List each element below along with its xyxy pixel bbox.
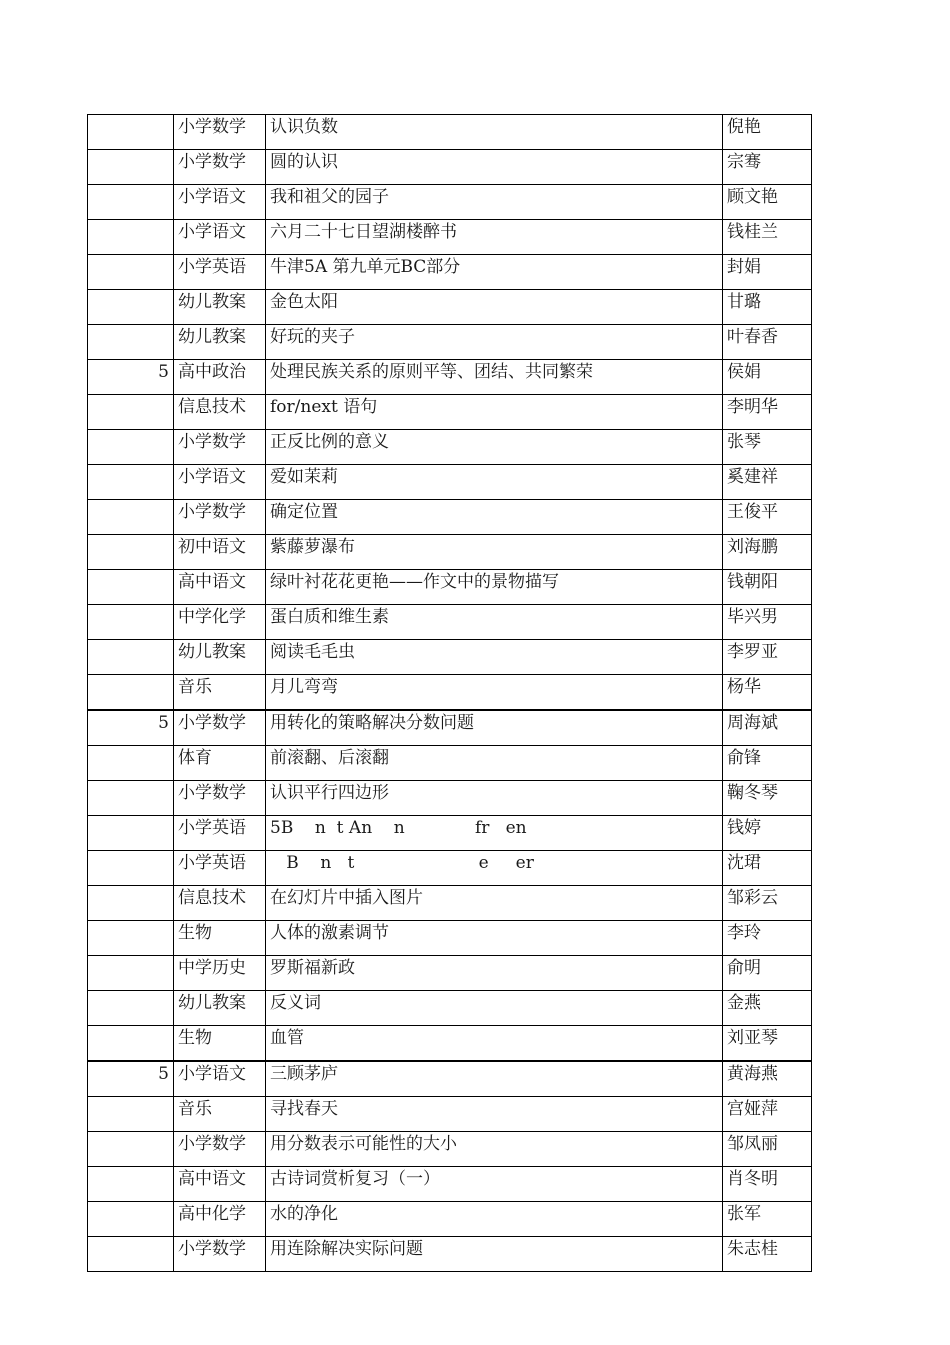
table-row	[88, 570, 812, 605]
lesson-title-cell: 月儿弯弯	[266, 675, 723, 711]
teacher-cell: 宫娅萍	[723, 1097, 812, 1132]
subject-cell: 小学英语	[174, 851, 266, 886]
row-number-cell	[88, 1132, 174, 1167]
teacher-cell: 封娟	[723, 255, 812, 290]
teacher-cell: 叶春香	[723, 325, 812, 360]
lesson-title-cell: 阅读毛毛虫	[266, 640, 723, 675]
teacher-cell: 宗骞	[723, 150, 812, 185]
lesson-title-cell: 六月二十七日望湖楼醉书	[266, 220, 723, 255]
subject-cell: 小学英语	[174, 255, 266, 290]
teacher-cell: 俞锋	[723, 746, 812, 781]
row-number-cell	[88, 956, 174, 991]
table-row	[88, 255, 812, 290]
lesson-title-cell: 认识负数	[266, 115, 723, 150]
lesson-title-cell: 确定位置	[266, 500, 723, 535]
subject-cell: 中学历史	[174, 956, 266, 991]
teacher-cell: 毕兴男	[723, 605, 812, 640]
lesson-title-cell: 用连除解决实际问题	[266, 1237, 723, 1272]
teacher-cell: 金燕	[723, 991, 812, 1026]
subject-cell: 小学数学	[174, 430, 266, 465]
lesson-title-cell: 蛋白质和维生素	[266, 605, 723, 640]
row-number-cell	[88, 991, 174, 1026]
row-number-cell	[88, 430, 174, 465]
row-number-cell	[88, 395, 174, 430]
teacher-cell: 沈珺	[723, 851, 812, 886]
table-row	[88, 605, 812, 640]
teacher-cell: 钱婷	[723, 816, 812, 851]
teacher-cell: 钱朝阳	[723, 570, 812, 605]
subject-cell: 高中语文	[174, 570, 266, 605]
teacher-cell: 杨华	[723, 675, 812, 711]
teacher-cell: 邹彩云	[723, 886, 812, 921]
lesson-title-cell: 古诗词赏析复习（一）	[266, 1167, 723, 1202]
teacher-cell: 俞明	[723, 956, 812, 991]
row-number-cell	[88, 290, 174, 325]
lesson-title-cell: 紫藤萝瀑布	[266, 535, 723, 570]
lesson-title-cell: 血管	[266, 1026, 723, 1062]
teacher-cell: 张琴	[723, 430, 812, 465]
subject-cell: 信息技术	[174, 395, 266, 430]
lesson-table-body	[88, 115, 812, 1272]
subject-cell: 体育	[174, 746, 266, 781]
table-row	[88, 465, 812, 500]
teacher-cell: 邹凤丽	[723, 1132, 812, 1167]
table-row	[88, 185, 812, 220]
subject-cell: 小学数学	[174, 500, 266, 535]
table-row	[88, 325, 812, 360]
row-number-cell	[88, 781, 174, 816]
subject-cell: 生物	[174, 921, 266, 956]
subject-cell: 小学数学	[174, 710, 266, 746]
teacher-cell: 倪艳	[723, 115, 812, 150]
teacher-cell: 李明华	[723, 395, 812, 430]
table-row	[88, 220, 812, 255]
lesson-table-sheet	[87, 114, 809, 1272]
table-row	[88, 1097, 812, 1132]
subject-cell: 小学英语	[174, 816, 266, 851]
subject-cell: 音乐	[174, 675, 266, 711]
table-row	[88, 991, 812, 1026]
table-row	[88, 746, 812, 781]
table-row	[88, 675, 812, 711]
lesson-title-cell: 处理民族关系的原则平等、团结、共同繁荣	[266, 360, 723, 395]
subject-cell: 信息技术	[174, 886, 266, 921]
subject-cell: 小学语文	[174, 220, 266, 255]
lesson-title-cell: 5B n t An n fr en	[266, 816, 723, 851]
row-number-cell	[88, 605, 174, 640]
subject-cell: 生物	[174, 1026, 266, 1062]
lesson-title-cell: 三顾茅庐	[266, 1061, 723, 1097]
lesson-title-cell: 用分数表示可能性的大小	[266, 1132, 723, 1167]
table-row	[88, 115, 812, 150]
subject-cell: 小学数学	[174, 115, 266, 150]
lesson-title-cell: 反义词	[266, 991, 723, 1026]
table-row	[88, 535, 812, 570]
teacher-cell: 刘亚琴	[723, 1026, 812, 1062]
teacher-cell: 李罗亚	[723, 640, 812, 675]
subject-cell: 高中语文	[174, 1167, 266, 1202]
table-row	[88, 500, 812, 535]
row-number-cell	[88, 816, 174, 851]
table-row	[88, 886, 812, 921]
row-number-cell	[88, 746, 174, 781]
lesson-title-cell: 人体的激素调节	[266, 921, 723, 956]
table-row	[88, 1026, 812, 1062]
row-number-cell	[88, 150, 174, 185]
row-number-cell	[88, 1202, 174, 1237]
table-row	[88, 1132, 812, 1167]
teacher-cell: 甘璐	[723, 290, 812, 325]
row-number-cell: 5	[88, 1061, 174, 1097]
table-row	[88, 395, 812, 430]
lesson-title-cell: 水的净化	[266, 1202, 723, 1237]
subject-cell: 高中政治	[174, 360, 266, 395]
teacher-cell: 王俊平	[723, 500, 812, 535]
table-row	[88, 360, 812, 395]
row-number-cell	[88, 675, 174, 711]
table-row	[88, 1167, 812, 1202]
teacher-cell: 奚建祥	[723, 465, 812, 500]
row-number-cell: 5	[88, 710, 174, 746]
teacher-cell: 李玲	[723, 921, 812, 956]
lesson-title-cell: 罗斯福新政	[266, 956, 723, 991]
teacher-cell: 刘海鹏	[723, 535, 812, 570]
row-number-cell	[88, 115, 174, 150]
teacher-cell: 黄海燕	[723, 1061, 812, 1097]
lesson-title-cell: 牛津5A 第九单元BC部分	[266, 255, 723, 290]
row-number-cell	[88, 465, 174, 500]
table-row	[88, 921, 812, 956]
table-row	[88, 1061, 812, 1097]
subject-cell: 小学数学	[174, 150, 266, 185]
subject-cell: 小学数学	[174, 1237, 266, 1272]
table-row	[88, 781, 812, 816]
lesson-title-cell: 好玩的夹子	[266, 325, 723, 360]
teacher-cell: 鞠冬琴	[723, 781, 812, 816]
subject-cell: 音乐	[174, 1097, 266, 1132]
lesson-table	[87, 114, 812, 1272]
teacher-cell: 侯娟	[723, 360, 812, 395]
teacher-cell: 周海斌	[723, 710, 812, 746]
lesson-title-cell: 前滚翻、后滚翻	[266, 746, 723, 781]
subject-cell: 小学语文	[174, 465, 266, 500]
lesson-title-cell: 寻找春天	[266, 1097, 723, 1132]
row-number-cell: 5	[88, 360, 174, 395]
teacher-cell: 张军	[723, 1202, 812, 1237]
lesson-title-cell: 在幻灯片中插入图片	[266, 886, 723, 921]
row-number-cell	[88, 1097, 174, 1132]
row-number-cell	[88, 851, 174, 886]
teacher-cell: 顾文艳	[723, 185, 812, 220]
table-row	[88, 956, 812, 991]
lesson-title-cell: B n t e er	[266, 851, 723, 886]
lesson-title-cell: 金色太阳	[266, 290, 723, 325]
lesson-title-cell: 正反比例的意义	[266, 430, 723, 465]
teacher-cell: 朱志桂	[723, 1237, 812, 1272]
table-row	[88, 1202, 812, 1237]
subject-cell: 小学语文	[174, 185, 266, 220]
lesson-title-cell: 圆的认识	[266, 150, 723, 185]
table-row	[88, 851, 812, 886]
lesson-title-cell: for/next 语句	[266, 395, 723, 430]
lesson-title-cell: 爱如茉莉	[266, 465, 723, 500]
table-row	[88, 290, 812, 325]
row-number-cell	[88, 640, 174, 675]
row-number-cell	[88, 921, 174, 956]
subject-cell: 幼儿教案	[174, 325, 266, 360]
table-row	[88, 816, 812, 851]
subject-cell: 幼儿教案	[174, 640, 266, 675]
table-row	[88, 430, 812, 465]
subject-cell: 小学数学	[174, 781, 266, 816]
subject-cell: 初中语文	[174, 535, 266, 570]
subject-cell: 小学数学	[174, 1132, 266, 1167]
row-number-cell	[88, 185, 174, 220]
row-number-cell	[88, 1237, 174, 1272]
table-row	[88, 1237, 812, 1272]
teacher-cell: 钱桂兰	[723, 220, 812, 255]
row-number-cell	[88, 535, 174, 570]
row-number-cell	[88, 1026, 174, 1062]
row-number-cell	[88, 886, 174, 921]
subject-cell: 小学语文	[174, 1061, 266, 1097]
lesson-title-cell: 绿叶衬花花更艳——作文中的景物描写	[266, 570, 723, 605]
lesson-title-cell: 认识平行四边形	[266, 781, 723, 816]
subject-cell: 高中化学	[174, 1202, 266, 1237]
table-row	[88, 640, 812, 675]
row-number-cell	[88, 500, 174, 535]
row-number-cell	[88, 325, 174, 360]
row-number-cell	[88, 255, 174, 290]
subject-cell: 幼儿教案	[174, 991, 266, 1026]
row-number-cell	[88, 570, 174, 605]
lesson-title-cell: 用转化的策略解决分数问题	[266, 710, 723, 746]
table-row	[88, 710, 812, 746]
table-row	[88, 150, 812, 185]
lesson-title-cell: 我和祖父的园子	[266, 185, 723, 220]
row-number-cell	[88, 1167, 174, 1202]
subject-cell: 幼儿教案	[174, 290, 266, 325]
subject-cell: 中学化学	[174, 605, 266, 640]
row-number-cell	[88, 220, 174, 255]
teacher-cell: 肖冬明	[723, 1167, 812, 1202]
